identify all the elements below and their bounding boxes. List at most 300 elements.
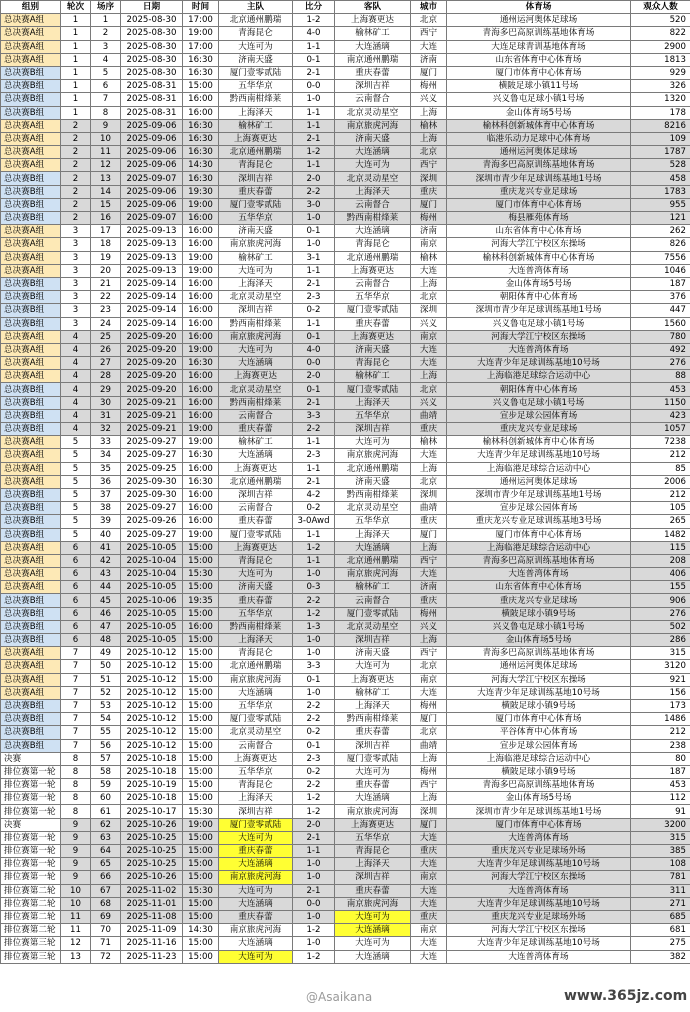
cell-away: 大连涵璃 bbox=[335, 950, 411, 963]
cell-attendance: 1560 bbox=[631, 317, 690, 330]
table-row bbox=[1, 198, 690, 211]
cell-home: 青海昆仑 bbox=[219, 27, 293, 40]
cell-stadium: 深圳市青少年足球训练基地1号场 bbox=[447, 172, 631, 185]
cell-group: 总决赛A组 bbox=[1, 264, 61, 277]
cell-home: 榆林矿工 bbox=[219, 251, 293, 264]
cell-match-no: 3 bbox=[91, 40, 121, 53]
cell-away: 大连涵璃 bbox=[335, 40, 411, 53]
cell-score: 2-2 bbox=[293, 713, 335, 726]
table-row bbox=[1, 80, 690, 93]
cell-city: 梅州 bbox=[411, 607, 447, 620]
cell-away: 青海昆仑 bbox=[335, 845, 411, 858]
cell-attendance: 7556 bbox=[631, 251, 690, 264]
table-row bbox=[1, 726, 690, 739]
cell-attendance: 1320 bbox=[631, 93, 690, 106]
cell-time: 15:30 bbox=[183, 805, 219, 818]
cell-attendance: 376 bbox=[631, 291, 690, 304]
cell-date: 2025-08-30 bbox=[121, 14, 183, 27]
cell-group: 总决赛B组 bbox=[1, 515, 61, 528]
cell-time: 15:00 bbox=[183, 554, 219, 567]
cell-time: 16:30 bbox=[183, 53, 219, 66]
cell-attendance: 187 bbox=[631, 277, 690, 290]
cell-away: 重庆春蕾 bbox=[335, 779, 411, 792]
cell-attendance: 178 bbox=[631, 106, 690, 119]
cell-match-no: 27 bbox=[91, 357, 121, 370]
header-row bbox=[1, 1, 690, 14]
cell-round: 6 bbox=[61, 620, 91, 633]
cell-round: 5 bbox=[61, 528, 91, 541]
cell-score: 1-2 bbox=[293, 14, 335, 27]
cell-attendance: 262 bbox=[631, 225, 690, 238]
cell-stadium: 通州运河奥体足球场 bbox=[447, 660, 631, 673]
cell-time: 16:00 bbox=[183, 212, 219, 225]
table-row bbox=[1, 106, 690, 119]
cell-group: 总决赛B组 bbox=[1, 212, 61, 225]
cell-match-no: 40 bbox=[91, 528, 121, 541]
cell-home: 上海泽天 bbox=[219, 792, 293, 805]
cell-home: 南京旅虎河海 bbox=[219, 673, 293, 686]
cell-city: 大连 bbox=[411, 449, 447, 462]
cell-match-no: 25 bbox=[91, 330, 121, 343]
cell-round: 2 bbox=[61, 212, 91, 225]
cell-round: 12 bbox=[61, 937, 91, 950]
cell-round: 13 bbox=[61, 950, 91, 963]
cell-attendance: 315 bbox=[631, 831, 690, 844]
cell-home: 大连可为 bbox=[219, 568, 293, 581]
cell-round: 6 bbox=[61, 581, 91, 594]
cell-time: 15:00 bbox=[183, 897, 219, 910]
cell-stadium: 平谷体育中心体育场 bbox=[447, 726, 631, 739]
cell-round: 3 bbox=[61, 238, 91, 251]
cell-time: 16:00 bbox=[183, 383, 219, 396]
cell-round: 2 bbox=[61, 185, 91, 198]
cell-away: 厦门壹零贰陆 bbox=[335, 607, 411, 620]
cell-away: 上海泽天 bbox=[335, 396, 411, 409]
cell-group: 总决赛B组 bbox=[1, 607, 61, 620]
cell-city: 上海 bbox=[411, 132, 447, 145]
cell-score: 4-2 bbox=[293, 488, 335, 501]
table-row bbox=[1, 146, 690, 159]
cell-group: 总决赛A组 bbox=[1, 370, 61, 383]
cell-time: 16:30 bbox=[183, 172, 219, 185]
table-row bbox=[1, 699, 690, 712]
cell-group: 总决赛B组 bbox=[1, 80, 61, 93]
cell-away: 黔西南柑烽莱 bbox=[335, 212, 411, 225]
table-row bbox=[1, 897, 690, 910]
table-row bbox=[1, 792, 690, 805]
cell-date: 2025-09-21 bbox=[121, 396, 183, 409]
cell-city: 深圳 bbox=[411, 805, 447, 818]
cell-round: 1 bbox=[61, 106, 91, 119]
cell-away: 北京通州鹏瑞 bbox=[335, 462, 411, 475]
cell-away: 深圳吉祥 bbox=[335, 871, 411, 884]
table-row bbox=[1, 304, 690, 317]
cell-score: 2-2 bbox=[293, 423, 335, 436]
cell-match-no: 60 bbox=[91, 792, 121, 805]
cell-score: 2-0 bbox=[293, 818, 335, 831]
cell-home: 五华华京 bbox=[219, 607, 293, 620]
cell-home: 云南督合 bbox=[219, 739, 293, 752]
cell-match-no: 57 bbox=[91, 752, 121, 765]
cell-group: 总决赛A组 bbox=[1, 53, 61, 66]
cell-time: 19:35 bbox=[183, 594, 219, 607]
cell-round: 11 bbox=[61, 910, 91, 923]
header-away: 客队 bbox=[335, 1, 411, 14]
cell-attendance: 85 bbox=[631, 462, 690, 475]
cell-stadium: 重庆龙兴专业足球场 bbox=[447, 423, 631, 436]
cell-home: 厦门壹零贰陆 bbox=[219, 528, 293, 541]
cell-home: 黔西南柑烽莱 bbox=[219, 317, 293, 330]
cell-score: 2-1 bbox=[293, 277, 335, 290]
cell-city: 上海 bbox=[411, 106, 447, 119]
table-row bbox=[1, 53, 690, 66]
cell-time: 16:00 bbox=[183, 396, 219, 409]
cell-away: 云南督合 bbox=[335, 198, 411, 211]
cell-group: 总决赛B组 bbox=[1, 172, 61, 185]
cell-away: 北京灵动星空 bbox=[335, 620, 411, 633]
cell-score: 0-1 bbox=[293, 383, 335, 396]
cell-attendance: 2006 bbox=[631, 475, 690, 488]
table-row bbox=[1, 620, 690, 633]
cell-attendance: 453 bbox=[631, 383, 690, 396]
cell-group: 总决赛B组 bbox=[1, 304, 61, 317]
cell-date: 2025-09-06 bbox=[121, 146, 183, 159]
cell-home: 济南天盛 bbox=[219, 581, 293, 594]
cell-city: 上海 bbox=[411, 634, 447, 647]
cell-match-no: 61 bbox=[91, 805, 121, 818]
cell-attendance: 1486 bbox=[631, 713, 690, 726]
cell-score: 1-1 bbox=[293, 119, 335, 132]
cell-group: 决赛 bbox=[1, 752, 61, 765]
cell-time: 15:00 bbox=[183, 686, 219, 699]
cell-date: 2025-10-18 bbox=[121, 752, 183, 765]
header-attendance: 观众人数 bbox=[631, 1, 690, 14]
cell-city: 榆林 bbox=[411, 119, 447, 132]
cell-attendance: 1787 bbox=[631, 146, 690, 159]
cell-date: 2025-09-07 bbox=[121, 212, 183, 225]
cell-round: 1 bbox=[61, 80, 91, 93]
cell-home: 上海赛更达 bbox=[219, 132, 293, 145]
cell-stadium: 重庆龙兴专业足球训练基地3号场 bbox=[447, 515, 631, 528]
cell-date: 2025-10-05 bbox=[121, 541, 183, 554]
cell-home: 厦门壹零贰陆 bbox=[219, 818, 293, 831]
cell-date: 2025-10-19 bbox=[121, 779, 183, 792]
cell-match-no: 65 bbox=[91, 858, 121, 871]
cell-date: 2025-08-31 bbox=[121, 93, 183, 106]
table-row bbox=[1, 779, 690, 792]
cell-home: 大连涵璃 bbox=[219, 686, 293, 699]
cell-away: 南京旅虎河海 bbox=[335, 449, 411, 462]
cell-city: 上海 bbox=[411, 462, 447, 475]
cell-time: 16:00 bbox=[183, 502, 219, 515]
cell-round: 6 bbox=[61, 594, 91, 607]
cell-round: 5 bbox=[61, 488, 91, 501]
cell-stadium: 宣步足球公园体育场 bbox=[447, 502, 631, 515]
cell-score: 2-2 bbox=[293, 699, 335, 712]
cell-city: 大连 bbox=[411, 831, 447, 844]
cell-time: 16:00 bbox=[183, 225, 219, 238]
cell-time: 16:30 bbox=[183, 357, 219, 370]
cell-match-no: 28 bbox=[91, 370, 121, 383]
table-row bbox=[1, 238, 690, 251]
cell-time: 16:00 bbox=[183, 620, 219, 633]
cell-group: 总决赛A组 bbox=[1, 568, 61, 581]
cell-stadium: 大连青少年足球训练基地10号场 bbox=[447, 686, 631, 699]
cell-match-no: 5 bbox=[91, 66, 121, 79]
cell-score: 3-3 bbox=[293, 409, 335, 422]
cell-date: 2025-09-14 bbox=[121, 277, 183, 290]
cell-match-no: 6 bbox=[91, 80, 121, 93]
table-row bbox=[1, 93, 690, 106]
header-stadium: 体育场 bbox=[447, 1, 631, 14]
cell-city: 济南 bbox=[411, 53, 447, 66]
cell-home: 深圳吉祥 bbox=[219, 304, 293, 317]
cell-away: 大连涵璃 bbox=[335, 225, 411, 238]
cell-match-no: 42 bbox=[91, 554, 121, 567]
cell-home: 上海赛更达 bbox=[219, 541, 293, 554]
cell-city: 济南 bbox=[411, 581, 447, 594]
cell-away: 上海泽天 bbox=[335, 528, 411, 541]
cell-match-no: 36 bbox=[91, 475, 121, 488]
cell-home: 深圳吉祥 bbox=[219, 805, 293, 818]
cell-match-no: 70 bbox=[91, 924, 121, 937]
cell-match-no: 4 bbox=[91, 53, 121, 66]
cell-attendance: 382 bbox=[631, 950, 690, 963]
cell-away: 五华华京 bbox=[335, 831, 411, 844]
cell-stadium: 大连普湾体育场 bbox=[447, 884, 631, 897]
cell-city: 曲靖 bbox=[411, 409, 447, 422]
cell-score: 1-0 bbox=[293, 858, 335, 871]
cell-score: 1-0 bbox=[293, 634, 335, 647]
cell-score: 2-0 bbox=[293, 370, 335, 383]
cell-away: 榆林矿工 bbox=[335, 686, 411, 699]
cell-date: 2025-08-31 bbox=[121, 106, 183, 119]
cell-time: 17:00 bbox=[183, 14, 219, 27]
cell-stadium: 重庆龙兴专业足球场 bbox=[447, 185, 631, 198]
cell-match-no: 64 bbox=[91, 845, 121, 858]
cell-home: 深圳吉祥 bbox=[219, 488, 293, 501]
cell-score: 1-1 bbox=[293, 845, 335, 858]
table-row bbox=[1, 172, 690, 185]
cell-group: 排位赛第一轮 bbox=[1, 845, 61, 858]
table-row bbox=[1, 818, 690, 831]
cell-stadium: 横陂足球小镇9号场 bbox=[447, 699, 631, 712]
cell-round: 8 bbox=[61, 765, 91, 778]
cell-round: 9 bbox=[61, 871, 91, 884]
cell-away: 大连可为 bbox=[335, 910, 411, 923]
cell-group: 总决赛B组 bbox=[1, 423, 61, 436]
cell-stadium: 山东省体育中心体育场 bbox=[447, 225, 631, 238]
cell-city: 大连 bbox=[411, 686, 447, 699]
cell-attendance: 780 bbox=[631, 330, 690, 343]
cell-away: 厦门壹零贰陆 bbox=[335, 304, 411, 317]
cell-round: 1 bbox=[61, 27, 91, 40]
cell-match-no: 63 bbox=[91, 831, 121, 844]
cell-city: 南京 bbox=[411, 871, 447, 884]
cell-away: 北京通州鹏瑞 bbox=[335, 251, 411, 264]
cell-time: 16:00 bbox=[183, 409, 219, 422]
cell-attendance: 1783 bbox=[631, 185, 690, 198]
table-row bbox=[1, 291, 690, 304]
cell-time: 15:00 bbox=[183, 739, 219, 752]
cell-city: 梅州 bbox=[411, 212, 447, 225]
cell-stadium: 山东省体育中心体育场 bbox=[447, 581, 631, 594]
cell-attendance: 681 bbox=[631, 924, 690, 937]
cell-away: 北京灵动星空 bbox=[335, 106, 411, 119]
cell-stadium: 大连普湾体育场 bbox=[447, 568, 631, 581]
cell-date: 2025-11-08 bbox=[121, 910, 183, 923]
cell-time: 16:00 bbox=[183, 106, 219, 119]
cell-score: 1-0 bbox=[293, 937, 335, 950]
cell-date: 2025-09-27 bbox=[121, 528, 183, 541]
cell-attendance: 453 bbox=[631, 779, 690, 792]
cell-time: 15:00 bbox=[183, 647, 219, 660]
cell-stadium: 榆林科创新城体育中心体育场 bbox=[447, 436, 631, 449]
table-row bbox=[1, 502, 690, 515]
cell-stadium: 大连普湾体育场 bbox=[447, 950, 631, 963]
cell-home: 榆林矿工 bbox=[219, 119, 293, 132]
cell-away: 重庆春蕾 bbox=[335, 884, 411, 897]
cell-match-no: 19 bbox=[91, 251, 121, 264]
cell-time: 15:00 bbox=[183, 673, 219, 686]
cell-time: 16:00 bbox=[183, 515, 219, 528]
cell-stadium: 大连普湾体育场 bbox=[447, 264, 631, 277]
cell-home: 大连可为 bbox=[219, 831, 293, 844]
cell-match-no: 33 bbox=[91, 436, 121, 449]
cell-city: 兴义 bbox=[411, 317, 447, 330]
cell-group: 总决赛A组 bbox=[1, 159, 61, 172]
cell-time: 19:00 bbox=[183, 264, 219, 277]
cell-home: 上海赛更达 bbox=[219, 752, 293, 765]
table-row bbox=[1, 871, 690, 884]
cell-score: 1-0 bbox=[293, 93, 335, 106]
cell-stadium: 青海多巴高原训练基地体育场 bbox=[447, 27, 631, 40]
cell-match-no: 50 bbox=[91, 660, 121, 673]
table-row bbox=[1, 317, 690, 330]
cell-score: 0-1 bbox=[293, 739, 335, 752]
cell-score: 1-1 bbox=[293, 554, 335, 567]
cell-home: 大连可为 bbox=[219, 40, 293, 53]
cell-attendance: 276 bbox=[631, 607, 690, 620]
cell-group: 决赛 bbox=[1, 818, 61, 831]
cell-score: 1-2 bbox=[293, 607, 335, 620]
cell-match-no: 30 bbox=[91, 396, 121, 409]
cell-round: 8 bbox=[61, 752, 91, 765]
table-row bbox=[1, 370, 690, 383]
cell-time: 15:00 bbox=[183, 726, 219, 739]
cell-date: 2025-09-21 bbox=[121, 423, 183, 436]
cell-home: 上海赛更达 bbox=[219, 370, 293, 383]
cell-round: 9 bbox=[61, 845, 91, 858]
cell-time: 15:00 bbox=[183, 779, 219, 792]
cell-city: 厦门 bbox=[411, 66, 447, 79]
cell-score: 1-1 bbox=[293, 40, 335, 53]
cell-stadium: 金山体育场5号场 bbox=[447, 277, 631, 290]
table-row bbox=[1, 488, 690, 501]
cell-group: 总决赛B组 bbox=[1, 291, 61, 304]
cell-time: 16:00 bbox=[183, 370, 219, 383]
cell-group: 总决赛A组 bbox=[1, 581, 61, 594]
cell-round: 10 bbox=[61, 897, 91, 910]
cell-group: 总决赛B组 bbox=[1, 409, 61, 422]
table-row bbox=[1, 805, 690, 818]
cell-group: 总决赛A组 bbox=[1, 554, 61, 567]
cell-score: 1-1 bbox=[293, 528, 335, 541]
cell-home: 南京旅虎河海 bbox=[219, 238, 293, 251]
cell-city: 南京 bbox=[411, 673, 447, 686]
cell-score: 0-0 bbox=[293, 357, 335, 370]
cell-date: 2025-10-18 bbox=[121, 792, 183, 805]
cell-away: 济南天盛 bbox=[335, 343, 411, 356]
cell-stadium: 厦门市体育中心体育场 bbox=[447, 198, 631, 211]
cell-city: 北京 bbox=[411, 146, 447, 159]
cell-match-no: 69 bbox=[91, 910, 121, 923]
cell-attendance: 447 bbox=[631, 304, 690, 317]
cell-away: 深圳吉祥 bbox=[335, 80, 411, 93]
table-row bbox=[1, 568, 690, 581]
cell-home: 五华华京 bbox=[219, 699, 293, 712]
cell-home: 重庆春蕾 bbox=[219, 594, 293, 607]
cell-time: 17:00 bbox=[183, 40, 219, 53]
cell-attendance: 156 bbox=[631, 686, 690, 699]
cell-home: 重庆春蕾 bbox=[219, 515, 293, 528]
cell-home: 青海昆仑 bbox=[219, 554, 293, 567]
table-row bbox=[1, 739, 690, 752]
cell-match-no: 10 bbox=[91, 132, 121, 145]
cell-date: 2025-11-02 bbox=[121, 884, 183, 897]
table-row bbox=[1, 660, 690, 673]
table-row bbox=[1, 449, 690, 462]
cell-match-no: 46 bbox=[91, 607, 121, 620]
cell-away: 南京旅虎河海 bbox=[335, 119, 411, 132]
cell-stadium: 河海大学江宁校区东操场 bbox=[447, 871, 631, 884]
cell-city: 北京 bbox=[411, 475, 447, 488]
cell-attendance: 3120 bbox=[631, 660, 690, 673]
cell-score: 3-0 bbox=[293, 198, 335, 211]
cell-round: 4 bbox=[61, 383, 91, 396]
cell-time: 15:00 bbox=[183, 713, 219, 726]
cell-attendance: 528 bbox=[631, 159, 690, 172]
cell-round: 2 bbox=[61, 132, 91, 145]
cell-stadium: 朝阳体育中心体育场 bbox=[447, 383, 631, 396]
cell-attendance: 275 bbox=[631, 937, 690, 950]
cell-time: 16:00 bbox=[183, 462, 219, 475]
cell-date: 2025-09-20 bbox=[121, 357, 183, 370]
cell-attendance: 212 bbox=[631, 726, 690, 739]
cell-score: 2-0 bbox=[293, 172, 335, 185]
cell-round: 3 bbox=[61, 225, 91, 238]
cell-city: 深圳 bbox=[411, 304, 447, 317]
cell-score: 2-3 bbox=[293, 291, 335, 304]
cell-match-no: 62 bbox=[91, 818, 121, 831]
cell-match-no: 66 bbox=[91, 871, 121, 884]
cell-away: 济南天盛 bbox=[335, 132, 411, 145]
table-row bbox=[1, 937, 690, 950]
cell-stadium: 梅县雁苑体育场 bbox=[447, 212, 631, 225]
cell-attendance: 315 bbox=[631, 647, 690, 660]
cell-time: 16:00 bbox=[183, 488, 219, 501]
cell-score: 1-2 bbox=[293, 541, 335, 554]
cell-away: 榆林矿工 bbox=[335, 27, 411, 40]
cell-stadium: 榆林科创新城体育中心体育场 bbox=[447, 251, 631, 264]
cell-attendance: 105 bbox=[631, 502, 690, 515]
cell-stadium: 青海多巴高原训练基地体育场 bbox=[447, 159, 631, 172]
cell-round: 5 bbox=[61, 462, 91, 475]
cell-date: 2025-09-25 bbox=[121, 462, 183, 475]
cell-stadium: 大连足球青训基地体育场 bbox=[447, 40, 631, 53]
cell-away: 云南督合 bbox=[335, 277, 411, 290]
cell-home: 大连可为 bbox=[219, 950, 293, 963]
